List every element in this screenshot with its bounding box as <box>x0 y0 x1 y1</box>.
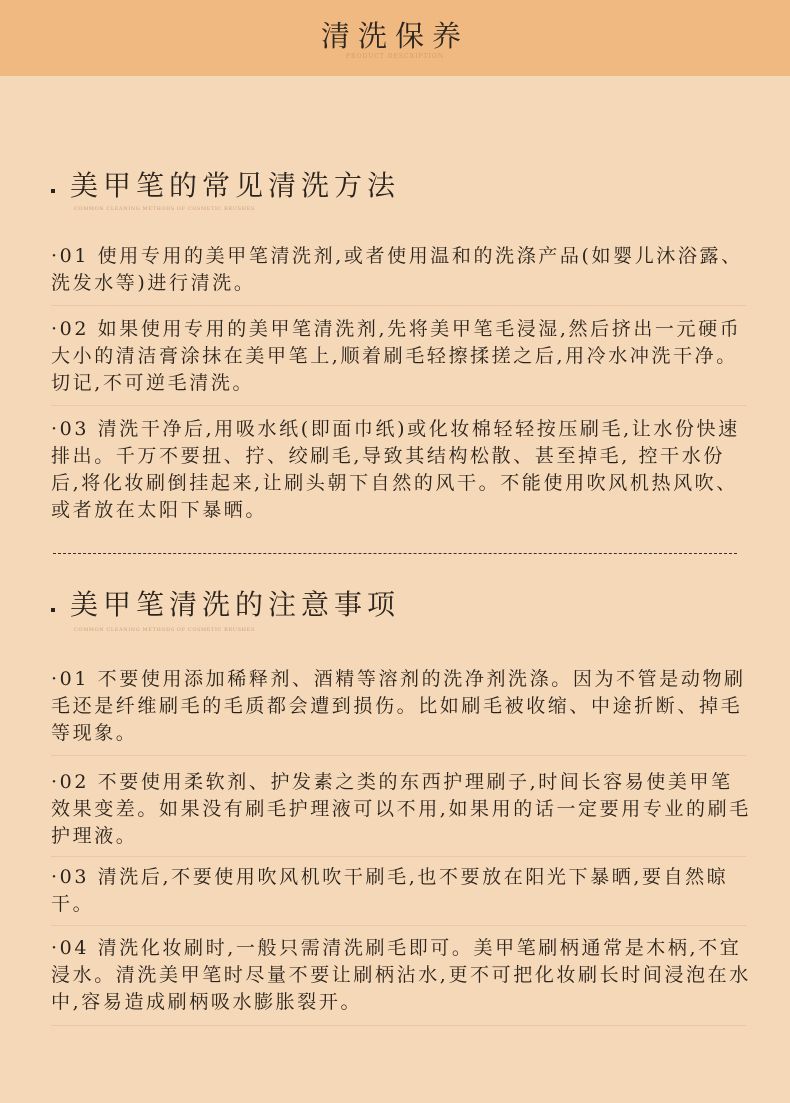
list-item: ·03 清洗干净后,用吸水纸(即面巾纸)或化妆棉轻轻按压刷毛,让水份快速排出。千万不要扭、拧、绞刷毛,导致其结构松散、甚至掉毛, 控干水份后,将化妆刷倒挂起来,让刷头朝下自然的风干。不能使用吹风机热风吹、或者放在太阳下暴晒。 <box>51 418 740 521</box>
section-title-cleaning-notes: 美甲笔清洗的注意事项 <box>70 588 401 621</box>
page-title: 清洗保养 <box>320 19 469 53</box>
list-item: ·03 清洗后,不要使用吹风机吹干刷毛,也不要放在阳光下暴晒,要自然晾干。 <box>51 866 729 915</box>
section-subtitle: COMMON CLEANING METHODS OF COSMETIC BRUSHES <box>74 206 255 212</box>
list-item: ·01 不要使用添加稀释剂、酒精等溶剂的洗净剂洗涤。因为不管是动物刷毛还是纤维刷毛的毛质都会遭到损伤。比如刷毛被收缩、中途折断、掉毛等现象。 <box>51 668 746 744</box>
list-item: ·02 不要使用柔软剂、护发素之类的东西护理刷子,时间长容易使美甲笔效果变差。如果没有刷毛护理液可以不用,如果用的话一定要用专业的刷毛护理液。 <box>51 771 751 847</box>
header-banner <box>0 0 790 76</box>
list-item: ·01 使用专用的美甲笔清洗剂,或者使用温和的洗涤产品(如婴儿沐浴露、洗发水等)进行清洗。 <box>51 245 743 294</box>
section-bullet-dot <box>51 608 55 612</box>
list-item: ·02 如果使用专用的美甲笔清洗剂,先将美甲笔毛浸湿,然后挤出一元硬币大小的清洁膏涂抹在美甲笔上,顺着刷毛轻擦揉搓之后,用冷水冲洗干净。切记,不可逆毛清洗。 <box>51 318 742 394</box>
divider <box>51 1025 746 1026</box>
section-subtitle: COMMON CLEANING METHODS OF COSMETIC BRUSHES <box>74 627 255 633</box>
divider <box>51 305 746 306</box>
page-subtitle: PRODUCT DESCRIPTION <box>345 53 445 60</box>
divider <box>51 755 746 756</box>
list-item: ·04 清洗化妆刷时,一般只需清洗刷毛即可。美甲笔刷柄通常是木柄,不宜浸水。清洗美甲笔时尽量不要让刷柄沾水,更不可把化妆刷长时间浸泡在水中,容易造成刷柄吸水膨胀裂开。 <box>51 937 751 1013</box>
section-bullet-dot <box>51 189 55 193</box>
divider <box>51 925 746 926</box>
divider <box>51 405 746 406</box>
divider <box>51 856 746 857</box>
section-title-cleaning-methods: 美甲笔的常见清洗方法 <box>70 169 401 202</box>
section-separator <box>53 553 737 554</box>
